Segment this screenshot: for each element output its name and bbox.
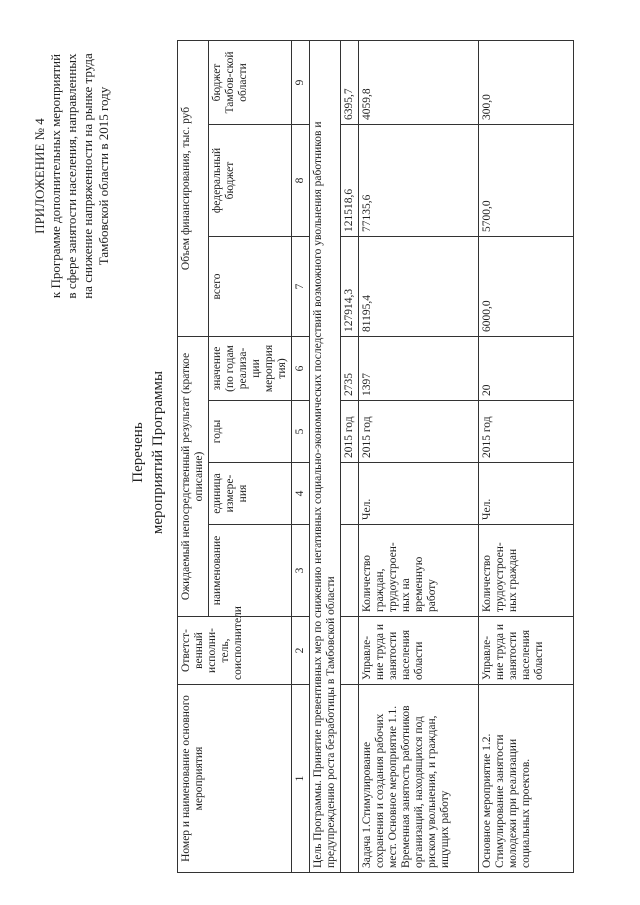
- measure-name: Задача 1.Стимулирование сохранения и создания рабочих мест. Основное мероприятие 1.1. Временная занятость работников организаций, находящихся под риском увольнения, и граждан, ищущих работу: [359, 685, 479, 873]
- funding-federal: 77135,6: [359, 125, 479, 237]
- funding-regional: 4059,8: [359, 40, 479, 124]
- col-header-executor: Ответст-венный исполни-тель, соисполнители: [178, 617, 292, 685]
- program-goal: Цель Программы. Принятие превентивных мер по снижению негативных социально-экономических последствий возможного увольнения работников и предупреждению роста безработицы в Тамбовской области: [310, 40, 341, 872]
- col-header-result: Ожидаемый непосредственный результат (краткое описание): [178, 337, 209, 617]
- measure-executor: Управле-ние труда и занятости населения области: [359, 617, 479, 685]
- col-num-8: 8: [292, 125, 310, 237]
- col-header-regional: бюджет Тамбов-ской области: [209, 40, 292, 124]
- document-subtitle: мероприятий Программы: [150, 370, 166, 535]
- funding-total: 81195,4: [359, 237, 479, 337]
- result-name: Количество трудоустроен-ных граждан: [479, 525, 574, 617]
- result-year: 2015 год: [359, 401, 479, 463]
- table-row: [479, 40, 574, 872]
- col-header-funding: Объем финансирования, тыс. руб: [178, 40, 209, 336]
- column-numbers-row: [292, 40, 310, 872]
- col-header-total: всего: [209, 237, 292, 337]
- result-unit: Чел.: [479, 463, 574, 525]
- appendix-line-3: на снижение напряженности на рынке труда: [80, 53, 95, 299]
- col-header-result-name: наименование: [209, 525, 292, 617]
- col-num-9: 9: [292, 40, 310, 124]
- funding-federal: 5700,0: [479, 125, 574, 237]
- summary-empty-3: [341, 525, 359, 617]
- appendix-line-4: Тамбовской области в 2015 году: [96, 86, 111, 266]
- measure-executor: Управле-ние труда и занятости населения области: [479, 617, 574, 685]
- result-name: Количество граждан, трудоустроен-ных на временную работу: [359, 525, 479, 617]
- col-header-years: годы: [209, 401, 292, 463]
- col-num-3: 3: [292, 525, 310, 617]
- summary-empty-4: [341, 463, 359, 525]
- goal-row: [310, 40, 341, 872]
- result-year: 2015 год: [479, 401, 574, 463]
- summary-empty-1: [341, 685, 359, 873]
- col-num-2: 2: [292, 617, 310, 685]
- col-num-6: 6: [292, 337, 310, 401]
- funding-regional: 300,0: [479, 40, 574, 124]
- measure-name: Основное мероприятие 1.2. Стимулирование занятости молодежи при реализации социальных проектов.: [479, 685, 574, 873]
- result-value: 20: [479, 337, 574, 401]
- measures-table: [177, 40, 574, 873]
- col-header-value: значение (по годам реализа-ции мероприя тия): [209, 337, 292, 401]
- col-num-7: 7: [292, 237, 310, 337]
- appendix-line-1: к Программе дополнительных мероприятий: [48, 53, 63, 299]
- result-unit: Чел.: [359, 463, 479, 525]
- appendix-header: [32, 26, 112, 326]
- col-header-federal: федеральный бюджет: [209, 125, 292, 237]
- summary-regional: 6395,7: [341, 40, 359, 124]
- summary-value: 2735: [341, 337, 359, 401]
- header-row-1: [178, 40, 209, 872]
- summary-federal: 121518,6: [341, 125, 359, 237]
- summary-empty-2: [341, 617, 359, 685]
- document-title: Перечень: [130, 422, 146, 483]
- col-header-name: Номер и наименование основного мероприятия: [178, 685, 292, 873]
- appendix-number: ПРИЛОЖЕНИЕ № 4: [32, 118, 47, 234]
- result-value: 1397: [359, 337, 479, 401]
- col-header-unit: единица измере-ния: [209, 463, 292, 525]
- col-num-5: 5: [292, 401, 310, 463]
- summary-row: [341, 40, 359, 872]
- table-row: [359, 40, 479, 872]
- summary-total: 127914,3: [341, 237, 359, 337]
- col-num-4: 4: [292, 463, 310, 525]
- summary-year: 2015 год: [341, 401, 359, 463]
- col-num-1: 1: [292, 685, 310, 873]
- appendix-line-2: в сфере занятости населения, направленных: [64, 53, 79, 299]
- funding-total: 6000,0: [479, 237, 574, 337]
